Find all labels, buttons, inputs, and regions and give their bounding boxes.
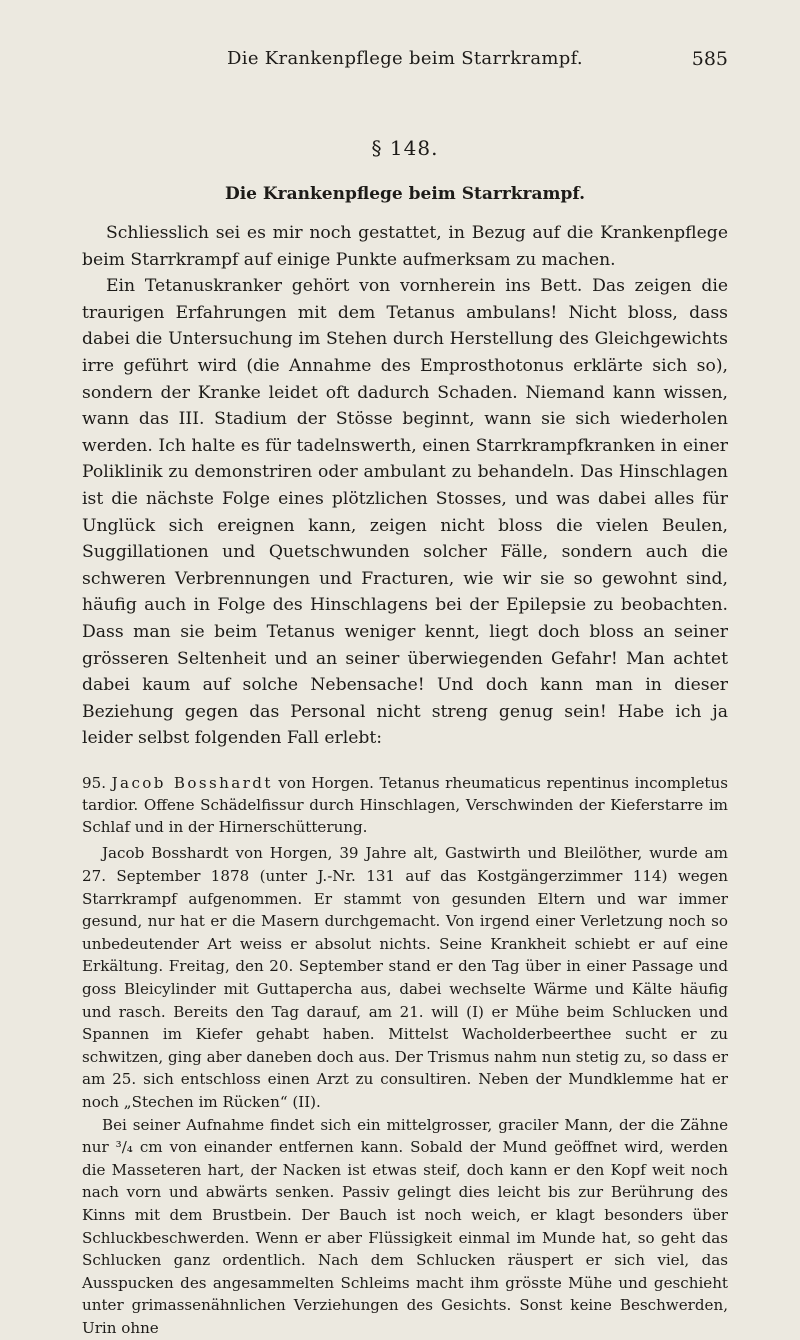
case-paragraph: Jacob Bosshardt von Horgen, 39 Jahre alt, Gastwirth und Bleilöther, wurde am 27. September 1878 (unter J.-Nr. 131 auf das Kostgängerzimmer 114) wegen Starrkrampf aufgenommen. Er stammt von gesunden Eltern und war immer gesund, nur hat er die Masern durchgemacht. Von irgend einer Verletzung noch so unbedeutender Art weiss er absolut nichts. Seine Krankheit schiebt er auf eine Erkältung. Freitag, den 20. September stand er den Tag über in einer Passage und goss Bleicylinder mit Guttapercha aus, dabei wechselte Wärme und Kälte häufig und rasch. Bereits den Tag darauf, am 21. will (I) er Mühe beim Schlucken und Spannen im Kiefer gehabt haben. Mittelst Wacholderbeerthee sucht er zu schwitzen, ging aber daneben doch aus. Der Trismus nahm nun stetig zu, so dass er am 25. sich entschloss einen Arzt zu consultiren. Neben der Mundklemme hat er noch „Stechen im Rücken“ (II). xyxy=(82,844,728,1112)
main-text xyxy=(82,220,728,752)
paragraph: Ein Tetanuskranker gehört von vornherein ins Bett. Das zeigen die traurigen Erfahrungen mit dem Tetanus ambulans! Nicht bloss, dass dabei die Untersuchung im Stehen durch Herstellung des Gleichgewichts irre geführt wird (die Annahme des Emprosthotonus erklärte sich so), sondern der Kranke leidet oft dadurch Schaden. Niemand kann wissen, wann das III. Stadium der Stösse beginnt, wann sie sich wiederholen werden. Ich halte es für tadelnswerth, einen Starrkrampfkranken in einer Poliklinik zu demonstriren oder ambulant zu behandeln. Das Hinschlagen ist die nächste Folge eines plötzlichen Stosses, und was dabei alles für Unglück sich ereignen kann, zeigen nicht bloss die vielen Beulen, Suggillationen und Quetschwunden solcher Fälle, sondern auch die schweren Verbrennungen und Fracturen, wie wir sie so gewohnt sind, häufig auch in Folge des Hinschlagens bei der Epilepsie zu beobachten. Dass man sie beim Tetanus weniger kennt, liegt doch bloss an seiner grösseren Seltenheit und an seiner überwiegenden Gefahr! Man achtet dabei kaum auf solche Nebensache! Und doch kann man in dieser Beziehung gegen das Personal nicht streng genug sein! Habe ich ja leider selbst folgenden Fall erlebt: xyxy=(82,276,728,749)
paragraph: Schliesslich sei es mir noch gestattet, in Bezug auf die Krankenpflege beim Starrkrampf auf einige Punkte aufmerksam zu machen. xyxy=(82,223,728,270)
case-number: 95. xyxy=(82,773,107,792)
case-heading xyxy=(82,772,728,839)
page-number: 585 xyxy=(691,48,728,70)
case-heading-text: von Horgen. Tetanus rheumaticus repentinus incompletus tardior. Offene Schädelfissur durch Hinschlagen, Verschwinden der Kieferstarre im Schlaf und in der Hirnerschütterung. xyxy=(82,773,728,837)
running-head xyxy=(82,48,728,78)
running-title: Die Krankenpflege beim Starrkrampf. xyxy=(227,48,583,69)
case-patient-name: Jacob Bosshardt xyxy=(111,773,273,792)
case-report xyxy=(82,772,728,1340)
section-title: Die Krankenpflege beim Starrkrampf. xyxy=(224,184,586,204)
case-paragraph: Bei seiner Aufnahme findet sich ein mittelgrosser, graciler Mann, der die Zähne nur ³/₄ cm von einander entfernen kann. Sobald der Mund geöffnet wird, werden die Masseteren hart, der Nacken ist etwas steif, doch kann er den Kopf weit noch nach vorn und abwärts senken. Passiv gelingt dies leicht bis zur Berührung des Kinns mit dem Brustbein. Der Bauch ist noch weich, er klagt besonders über Schluckbeschwerden. Wenn er aber Flüssigkeit einmal im Munde hat, so geht das Schlucken ganz ordentlich. Nach dem Schlucken räuspert er sich viel, das Ausspucken des angesammelten Schleims macht ihm grösste Mühe und geschieht unter grimassenähnlichen Verziehungen des Gesichts. Sonst keine Beschwerden, Urin ohne xyxy=(82,1115,728,1337)
section-number: § 148. xyxy=(371,136,439,160)
